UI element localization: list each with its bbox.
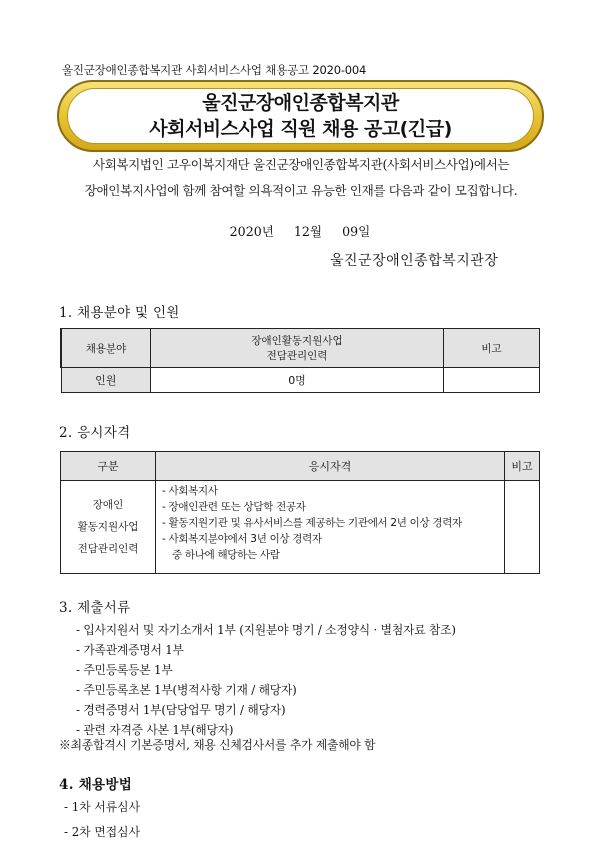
list-item: - 1차 서류심사 [64,800,140,814]
announcement-date [0,221,600,240]
category-cell [61,481,156,574]
date-month: 12월 [293,224,323,239]
director-signature: 울진군장애인종합복지관장 [330,253,499,269]
header-note: 비고 [505,452,540,481]
date-year: 2020년 [229,224,274,239]
list-item: - 가족관계증명서 1부 [76,643,184,657]
list-item: - 관련 자격증 사본 1부(해당자) [76,723,234,737]
qualification-table [60,451,540,574]
qualification-item: 중 하나에 해당하는 사람 [172,549,280,561]
category-line-2: 활동지원사업 [77,521,139,533]
header-category: 구분 [61,452,156,481]
intro-paragraph [56,152,546,204]
qualification-note [505,481,540,574]
header-position [151,329,444,368]
title-line-1: 울진군장애인종합복지관 [202,92,399,114]
header-position-line-2: 전담관리인력 [266,350,328,362]
list-item: - 주민등록등본 1부 [76,663,173,677]
selection-methods-list [64,795,140,845]
section-4-heading: 4. 채용방법 [59,777,133,793]
category-line-1: 장애인 [92,499,124,511]
title-banner [57,80,544,152]
header-note: 비고 [444,329,540,368]
category-line-3: 전담관리인력 [77,543,139,555]
qualification-item: - 사회복지사 [162,485,218,497]
recruitment-table [60,328,540,393]
list-item: - 2차 면접심사 [64,825,140,839]
final-pass-note: ※최종합격시 기본증명서, 채용 신체검사서를 추가 제출해야 함 [59,738,376,752]
section-2-heading: 2. 응시자격 [59,425,131,441]
title-inner [67,88,534,144]
title-line-2: 사회서비스사업 직원 채용 공고(긴급) [149,118,452,140]
table-row [61,481,540,574]
header-qualification: 응시자격 [156,452,505,481]
qualification-item: - 사회복지분야에서 3년 이상 경력자 [162,533,322,545]
headcount-value: 0명 [151,368,444,393]
list-item: - 입사지원서 및 자기소개서 1부 (지원분야 명기 / 소정양식 · 별첨자료 참조) [76,623,456,637]
table-header-row [61,452,540,481]
table-header-row [61,329,540,368]
qualification-item: - 활동지원기관 및 유사서비스를 제공하는 기관에서 2년 이상 경력자 [162,517,462,529]
intro-line-2: 장애인복지사업에 함께 참여할 의욕적이고 유능한 인재를 다음과 같이 모집합니다. [84,183,518,198]
headcount-note [444,368,540,393]
list-item: - 경력증명서 1부(담당업무 명기 / 해당자) [76,703,286,717]
section-1-heading: 1. 채용분야 및 인원 [59,305,180,321]
intro-line-1: 사회복지법인 고우이복지재단 울진군장애인종합복지관(사회서비스사업)에서는 [92,157,510,172]
table-row [61,368,540,393]
section-3-heading: 3. 제출서류 [59,600,131,616]
header-position-line-1: 장애인활동지원사업 [251,335,343,347]
list-item: - 주민등록초본 1부(병적사항 기재 / 해당자) [76,683,297,697]
row-label-headcount: 인원 [61,368,151,393]
required-documents-list [76,620,456,740]
qualification-list [156,481,505,574]
document-header-line: 울진군장애인종합복지관 사회서비스사업 채용공고 2020-004 [62,63,367,77]
date-day: 09일 [342,224,371,239]
qualification-item: - 장애인관련 또는 상담학 전공자 [162,501,306,513]
header-field: 채용분야 [61,329,151,368]
